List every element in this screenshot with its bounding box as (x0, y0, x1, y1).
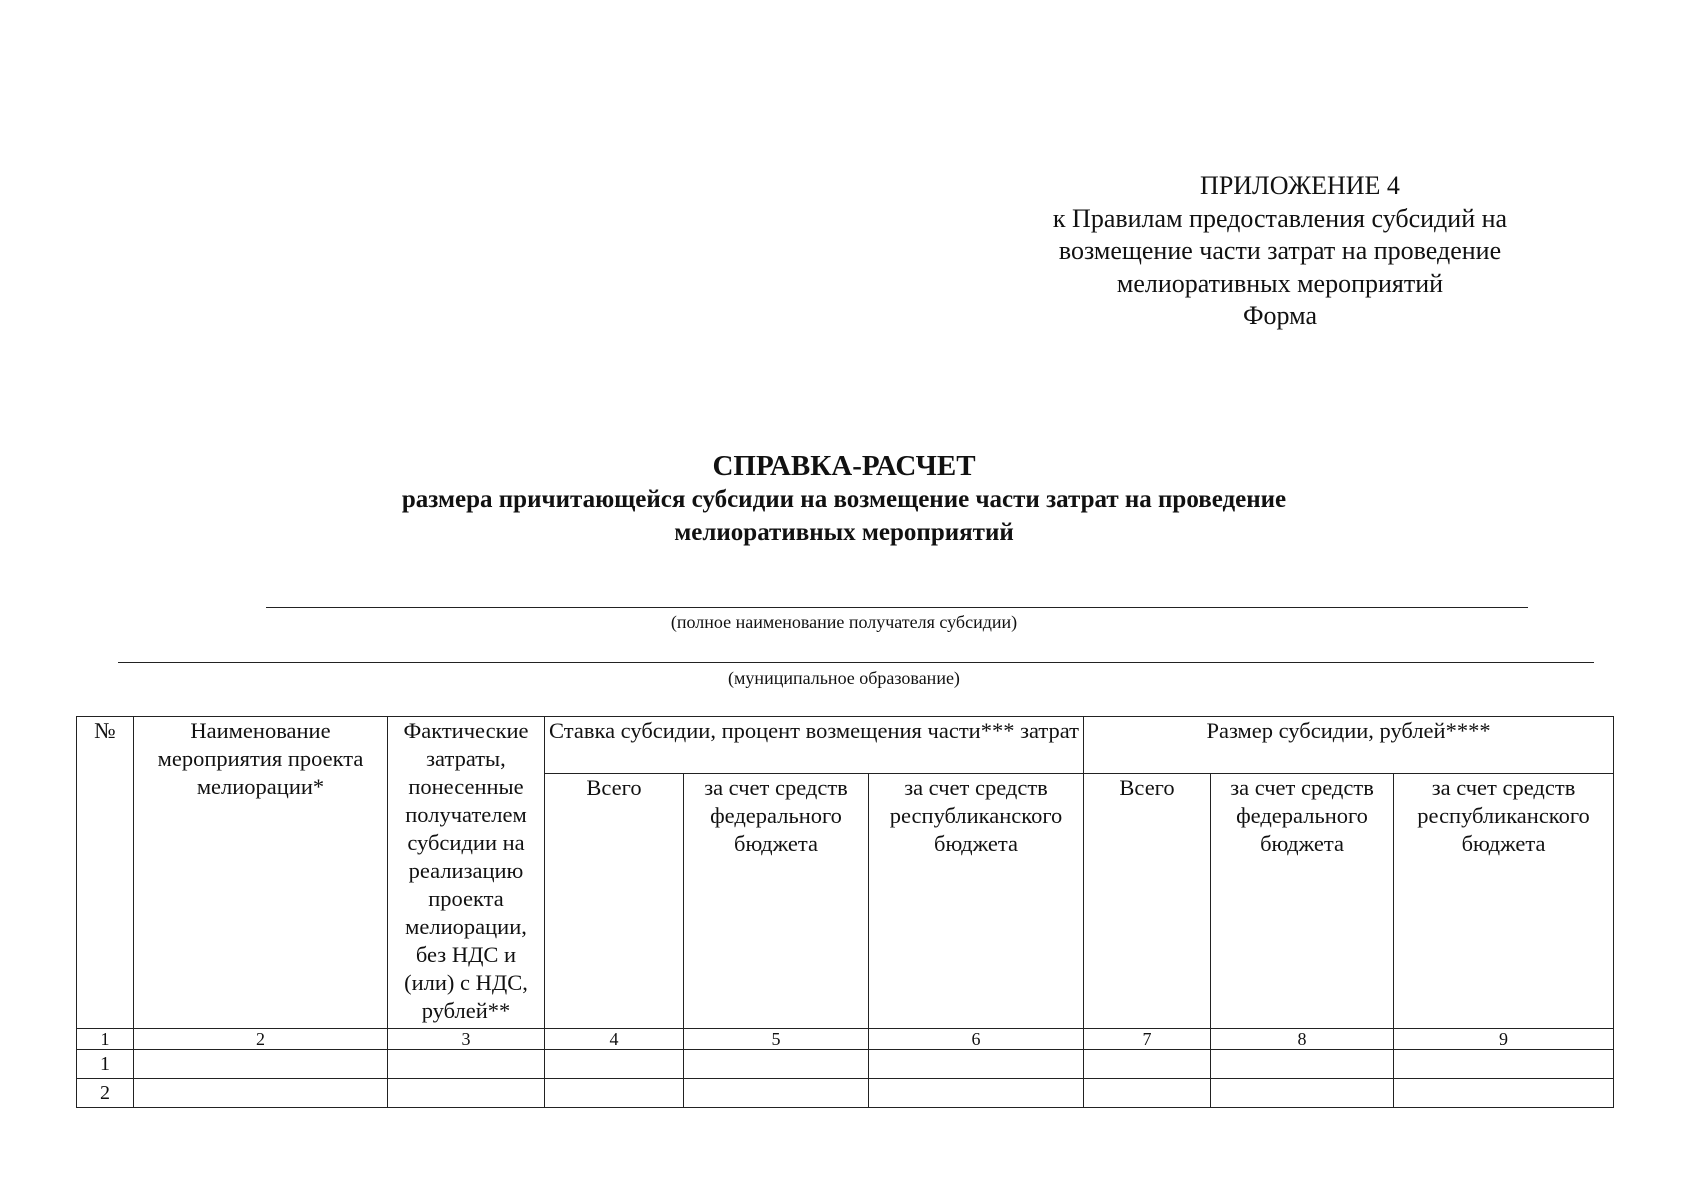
data-cell[interactable] (134, 1050, 388, 1079)
column-number-cell: 3 (388, 1029, 545, 1050)
header-event-name: Наименование мероприятия проекта мелиорации* (134, 717, 388, 1029)
recipient-name-caption: (полное наименование получателя субсидии) (670, 612, 1018, 632)
appendix-block (1000, 170, 1560, 333)
calculation-table (76, 716, 1614, 1108)
header-rate-republic: за счет средств республиканского бюджета (869, 774, 1084, 1029)
municipality-caption: (муниципальное образование) (728, 668, 960, 688)
data-cell[interactable] (1084, 1050, 1211, 1079)
header-amount-federal: за счет средств федерального бюджета (1211, 774, 1394, 1029)
document-title-block (0, 450, 1688, 549)
data-cell[interactable] (684, 1079, 869, 1108)
data-cell[interactable] (388, 1050, 545, 1079)
appendix-title: ПРИЛОЖЕНИЕ 4 (1200, 171, 1400, 200)
data-cell[interactable] (869, 1050, 1084, 1079)
data-cell[interactable] (869, 1079, 1084, 1108)
table-header-row-1 (77, 717, 1614, 774)
appendix-line-2: возмещение части затрат на проведение (1058, 236, 1502, 265)
row-number-cell: 2 (77, 1079, 134, 1108)
header-subsidy-amount: Размер субсидии, рублей**** (1084, 717, 1614, 774)
column-number-row (77, 1029, 1614, 1050)
form-label: Форма (1243, 301, 1317, 330)
appendix-line-3: мелиоративных мероприятий (1116, 268, 1444, 298)
header-subsidy-rate: Ставка субсидии, процент возмещения части*** затрат (545, 717, 1084, 774)
column-number-cell: 5 (684, 1029, 869, 1050)
table-row (77, 1079, 1614, 1108)
column-number-cell: 4 (545, 1029, 684, 1050)
data-cell[interactable] (545, 1079, 684, 1108)
data-cell[interactable] (545, 1050, 684, 1079)
data-cell[interactable] (1211, 1050, 1394, 1079)
column-number-cell: 7 (1084, 1029, 1211, 1050)
header-number: № (77, 717, 134, 1029)
table-row (77, 1050, 1614, 1079)
appendix-line-1: к Правилам предоставления субсидий на (1052, 203, 1508, 233)
recipient-name-line[interactable] (266, 607, 1528, 608)
data-cell[interactable] (684, 1050, 869, 1079)
document-subtitle-line-2: мелиоративных мероприятий (674, 519, 1014, 546)
data-cell[interactable] (134, 1079, 388, 1108)
data-cell[interactable] (388, 1079, 545, 1108)
row-number-cell: 1 (77, 1050, 134, 1079)
column-number-cell: 1 (77, 1029, 134, 1050)
data-cell[interactable] (1394, 1079, 1614, 1108)
document-subtitle-line-1: размера причитающейся субсидии на возмещение части затрат на проведение (401, 486, 1287, 513)
header-actual-costs: Фактические затраты, понесенные получателем субсидии на реализацию проекта мелиорации, без НДС и (или) с НДС, рублей** (388, 717, 545, 1029)
municipality-line[interactable] (118, 662, 1594, 663)
header-rate-total: Всего (545, 774, 684, 1029)
data-cell[interactable] (1211, 1079, 1394, 1108)
column-number-cell: 9 (1394, 1029, 1614, 1050)
header-amount-total: Всего (1084, 774, 1211, 1029)
data-cell[interactable] (1084, 1079, 1211, 1108)
column-number-cell: 8 (1211, 1029, 1394, 1050)
header-amount-republic: за счет средств республиканского бюджета (1394, 774, 1614, 1029)
header-rate-federal: за счет средств федерального бюджета (684, 774, 869, 1029)
data-cell[interactable] (1394, 1050, 1614, 1079)
column-number-cell: 2 (134, 1029, 388, 1050)
document-title: СПРАВКА-РАСЧЕТ (712, 450, 976, 482)
column-number-cell: 6 (869, 1029, 1084, 1050)
